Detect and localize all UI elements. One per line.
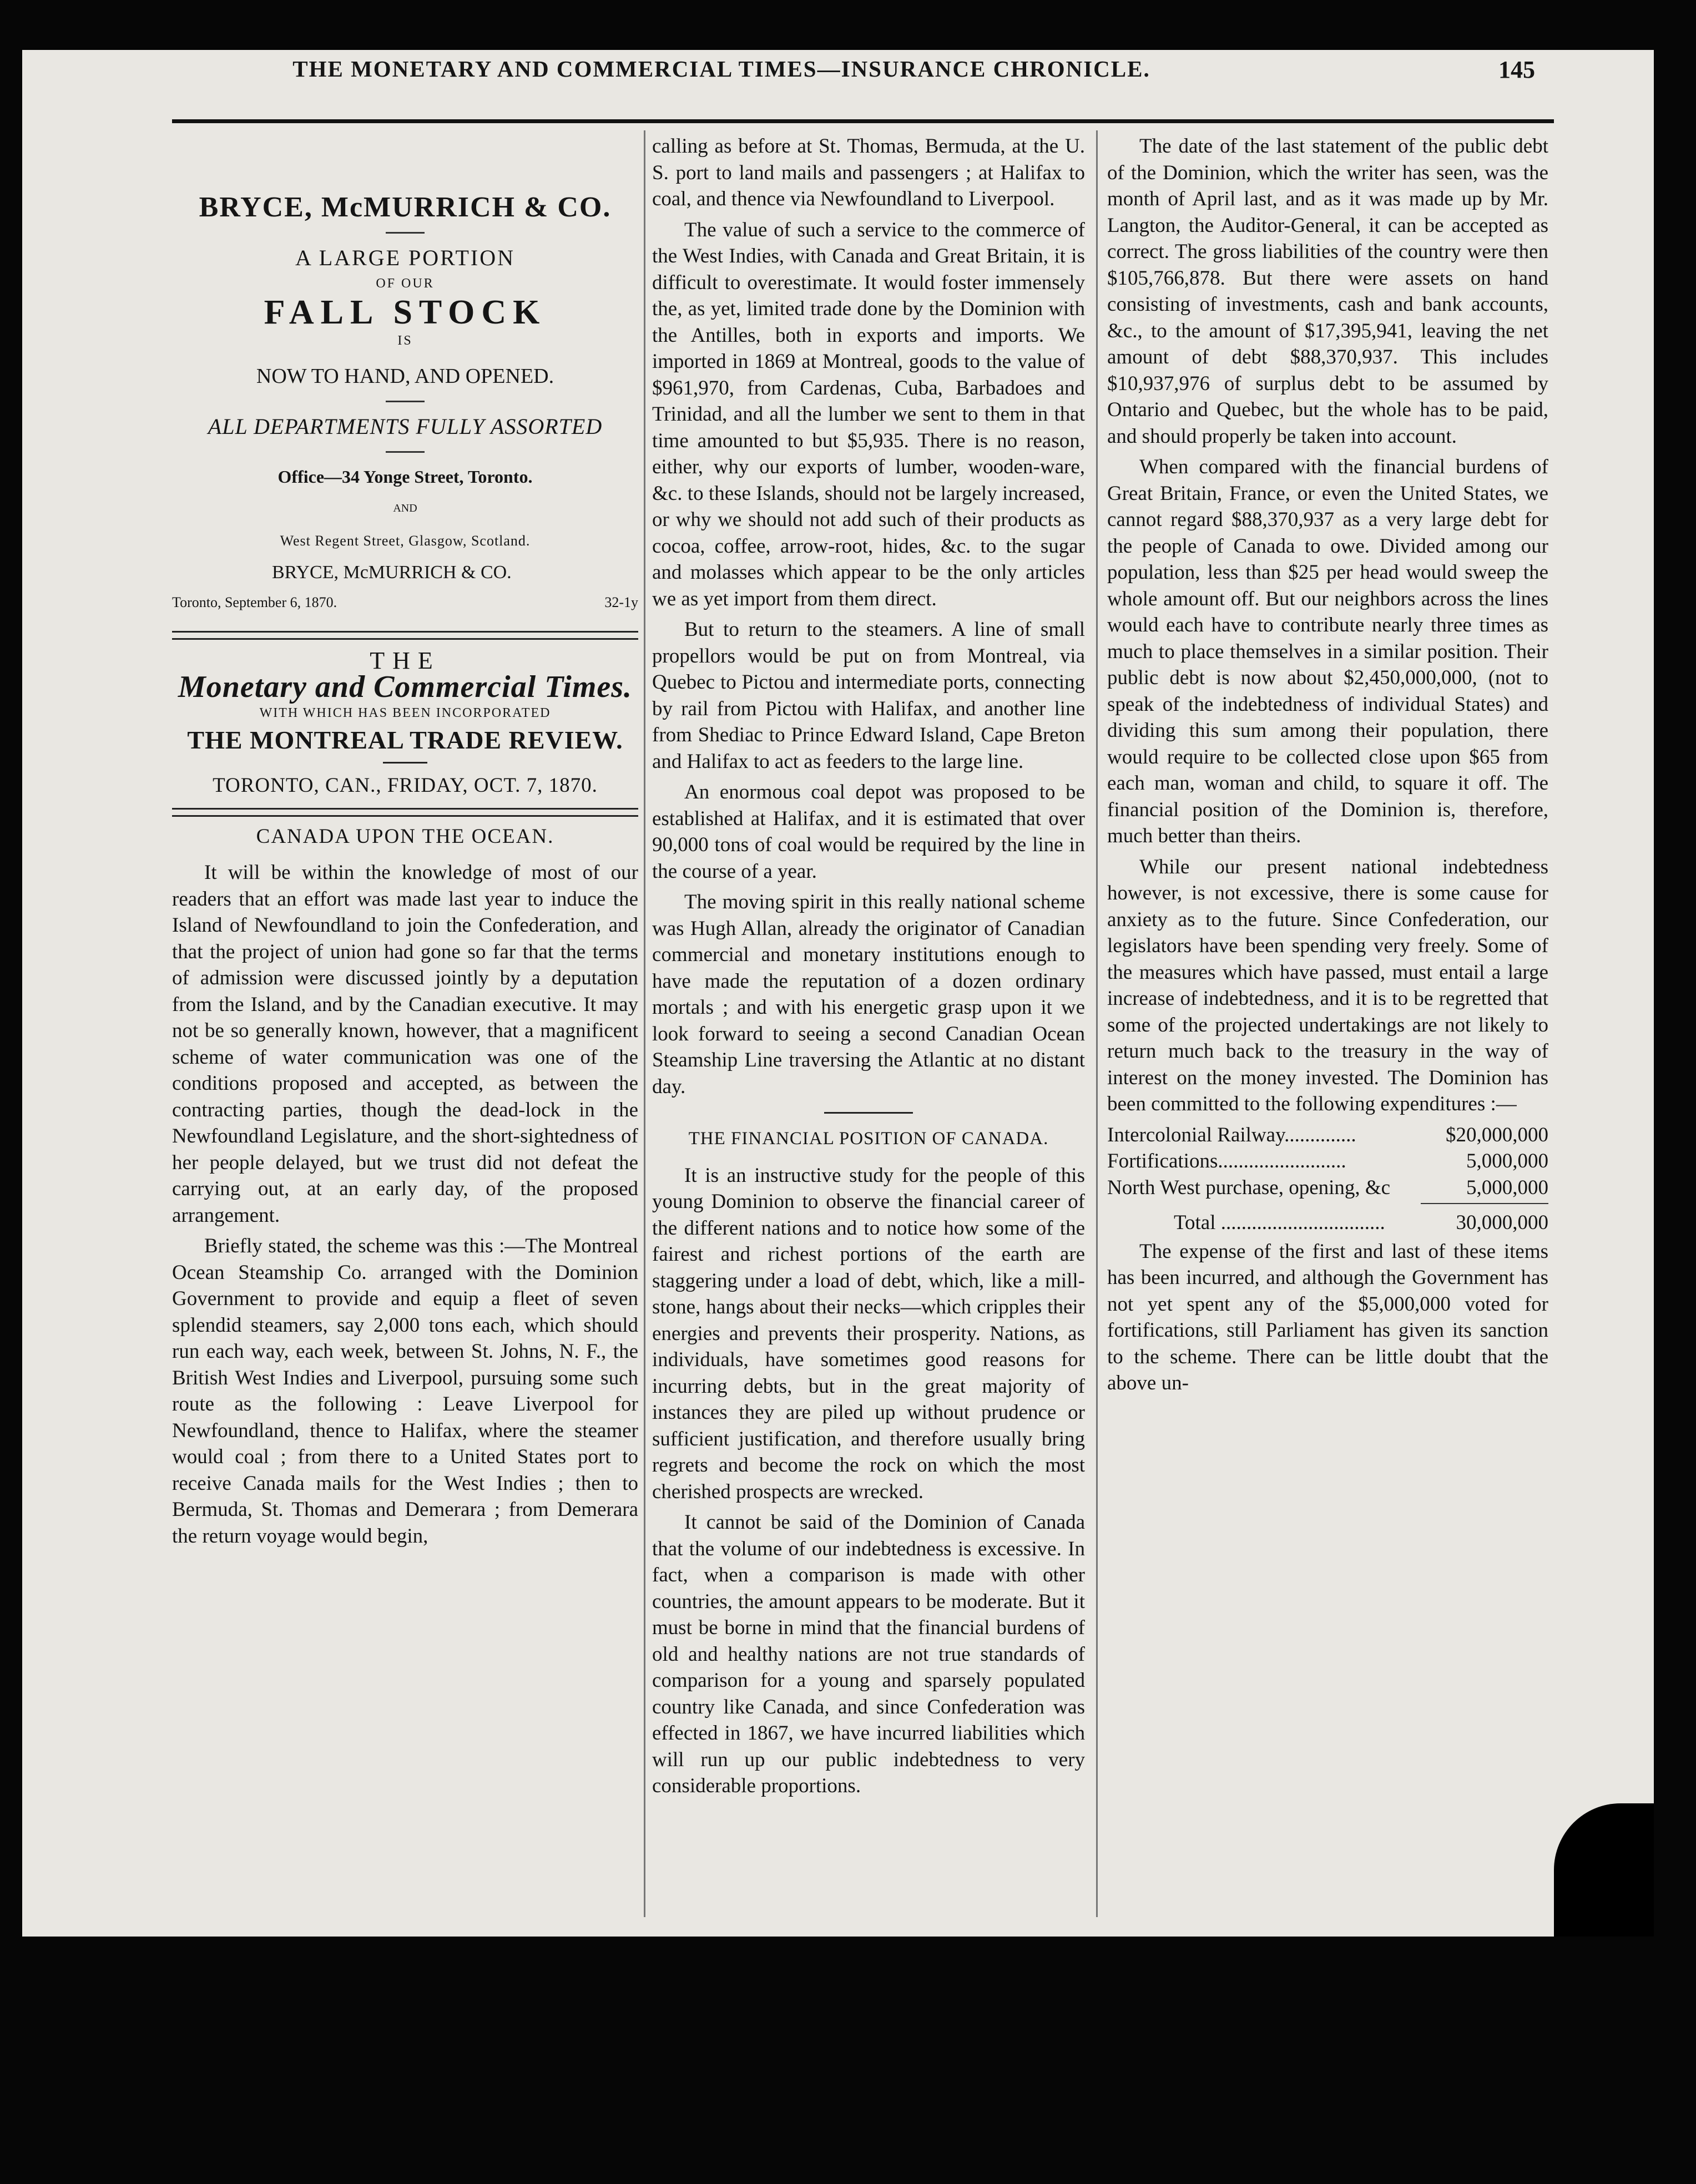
ad-line: AND xyxy=(393,502,417,514)
ad-line: IS xyxy=(397,333,413,348)
ad-signature: BRYCE, McMURRICH & CO. xyxy=(272,562,512,583)
masthead-the: THE xyxy=(370,647,441,674)
ad-divider xyxy=(386,451,425,453)
article-paragraph: It is an instructive study for the people of this young Dominion to observe the financial career of the different nations and to notice how some of the fairest and richest portions of the earth are staggering under a load of debt, which, like a mill-stone, hangs about their necks—which cripples their energies and prevents their prosperity. Nations, as individuals, have sometimes good reasons for incurring debts, but in the great majority of instances they are piled up without prudence or sufficient justification, and therefore usually bring regrets and become the rock on which the most cherished prospects are wrecked. xyxy=(652,1164,1085,1503)
expenditure-amount: 5,000,000 xyxy=(1466,1150,1548,1172)
running-title: THE MONETARY AND COMMERCIAL TIMES—INSURANCE CHRONICLE. xyxy=(292,56,1150,82)
section-rule xyxy=(172,808,638,817)
total-rule xyxy=(1421,1203,1548,1204)
article-paragraph: The value of such a service to the commerce of the West Indies, with Canada and Great Britain, it is difficult to overestimate. It would foster immensely the, as yet, limited trade done by the Dominion with the Antilles, both in exports and imports. We imported in 1869 at Montreal, goods to the value of $961,970, from Cardenas, Cuba, Barbadoes and Trinidad, and all the lumber we sent to them in that time amounted to but $5,935. There is no reason, either, why our exports of lumber, wooden-ware, &c. to these Islands, should not be largely increased, or why we should not add such of their products as cocoa, coffee, arrow-root, hides, &c. to the sugar and molasses which appear to be the only articles we as yet import from them direct. xyxy=(652,218,1085,610)
expenditure-total-row xyxy=(1107,1210,1548,1236)
expenditure-row xyxy=(1107,1175,1548,1201)
page-number: 145 xyxy=(1498,56,1535,83)
article-paragraph: When compared with the financial burdens of Great Britain, France, or even the United States, we cannot regard $88,370,937 as a very large debt for the people of Canada to owe. Divided among our population, less than $25 per head would sweep the whole amount off. But our neighbors across the lines would each have to contribute nearly three times as much to place themselves in a similar position. Their public debt is now about $2,450,000,000, (not to speak of the indebtedness of individual States) and dividing this sum among their population, there would require to be collected close upon $65 from each man, woman and child, to square it off. The financial position of the Dominion is, therefore, much better than theirs. xyxy=(1107,456,1548,847)
expenditure-total-label: Total ................................ xyxy=(1174,1211,1385,1234)
column-2 xyxy=(652,133,1085,1804)
expenditure-total-amount: 30,000,000 xyxy=(1456,1211,1548,1234)
article-paragraph: But to return to the steamers. A line of small propellors would be put on from Montreal, via Quebec to Pictou and intermediate ports, connecting by rail from Pictou with Halifax, and another line from Shediac to Prince Edward Island, Cape Breton and Halifax to act as feeders to the large line. xyxy=(652,618,1085,773)
masthead-review: THE MONTREAL TRADE REVIEW. xyxy=(187,725,623,754)
article-paragraph: The date of the last statement of the public debt of the Dominion, which the writer has seen, was the month of April last, and as it was made up by Mr. Langton, the Auditor-General, it can be accepted as correct. The gross liabilities of the country were then $105,766,878. But there were assets on hand consisting of investments, cash and bank accounts, &c., to the amount of $17,395,941, leaving the net amount of debt $88,370,937. This includes $10,937,976 of surplus debt to be assumed by Ontario and Quebec, but the whole has to be paid, and should properly be taken into account. xyxy=(1107,135,1548,448)
issue-date: TORONTO, CAN., FRIDAY, OCT. 7, 1870. xyxy=(213,774,598,797)
expenditure-row xyxy=(1107,1122,1548,1149)
article-paragraph: Briefly stated, the scheme was this :—The Montreal Ocean Steamship Co. arranged with the Dominion Government to provide and equip a fleet of seven splendid steamers, say 2,000 tons each, which should run each way, each week, between St. Johns, N. F., the British West Indies and Liverpool, pursuing some such route as the following : Leave Liverpool for Newfoundland, thence to Halifax, where the steamer would coal ; from there to a United States port to receive Canada mails for the West Indies ; then to Bermuda, St. Thomas and Demerara ; from Demerara the return voyage would begin, xyxy=(172,1235,638,1548)
page-fold-shadow xyxy=(1554,1803,1654,1937)
article-paragraph: An enormous coal depot was proposed to be established at Halifax, and it is estimated that over 90,000 tons of coal would be required by the line in the course of a year. xyxy=(652,781,1085,883)
masthead-incorporated: WITH WHICH HAS BEEN INCORPORATED xyxy=(259,706,551,720)
ad-firm-name: BRYCE, McMURRICH & CO. xyxy=(199,191,612,223)
expenditure-item: Fortifications......................... xyxy=(1107,1150,1346,1172)
column-1 xyxy=(172,133,638,1554)
article-divider xyxy=(824,1112,913,1114)
article-paragraph: The moving spirit in this really national scheme was Hugh Allan, already the originator of Canadian commercial and monetary institutions enough to have made the reputation of a dozen ordinary mortals ; and with his energetic grasp upon it we look forward to seeing a second Canadian Ocean Steamship Line traversing the Atlantic at no distant day. xyxy=(652,891,1085,1098)
expenditure-item: North West purchase, opening, &c xyxy=(1107,1176,1391,1199)
article-paragraph: It will be within the knowledge of most of our readers that an effort was made last year to induce the Island of Newfoundland to join the Confederation, and that the project of union had gone so far that the terms of admission were discussed jointly by a deputation from the Island, and by the Canadian executive. It may not be so generally known, however, that a magnificent scheme of water communication was one of the conditions proposed and accepted, as between the contracting parties, though the dead-lock in the Newfoundland Legislature, and the short-sightedness of her people delayed, but we trust did not defeat the carrying out, at an early day, of the proposed arrangement. xyxy=(172,861,638,1227)
expenditure-amount: $20,000,000 xyxy=(1446,1123,1548,1146)
expenditure-row xyxy=(1107,1148,1548,1175)
ad-line: A LARGE PORTION xyxy=(295,245,515,270)
section-rule xyxy=(172,631,638,640)
column-separator xyxy=(644,130,645,1917)
ad-line: NOW TO HAND, AND OPENED. xyxy=(256,364,554,388)
column-separator xyxy=(1096,130,1098,1917)
article-paragraph: It cannot be said of the Dominion of Canada that the volume of our indebtedness is excessive. In fact, when a comparison is made with other countries, the amount appears to be moderate. But it must be borne in mind that the financial burdens of old and healthy nations are not true standards of comparison for a young and sparsely populated country like Canada, and since Confederation was effected in 1867, we have incurred liabilities which will run up our public indebtedness to very considerable proportions. xyxy=(652,1511,1085,1797)
article-paragraph: While our present national indebtedness however, is not excessive, there is some cause for anxiety as to the future. Since Confederation, our legislators have been spending very freely. Some of the measures which have passed, must entail a large increase of indebtedness, and it is to be regretted that some of the projected undertakings are not likely to return much back to the treasury in the way of interest on the money invested. The Dominion has been committed to the following expenditures :— xyxy=(1107,855,1548,1115)
ad-divider xyxy=(386,401,425,402)
expenditure-item: Intercolonial Railway.............. xyxy=(1107,1123,1356,1146)
masthead-title: Monetary and Commercial Times. xyxy=(178,669,633,704)
advertisement xyxy=(172,191,638,615)
ad-dateline: Toronto, September 6, 1870. xyxy=(172,594,337,610)
article-heading: CANADA UPON THE OCEAN. xyxy=(256,825,554,848)
expenditure-amount: 5,000,000 xyxy=(1466,1176,1548,1199)
ad-west-address: West Regent Street, Glasgow, Scotland. xyxy=(280,532,531,549)
ad-code: 32-1y xyxy=(604,594,638,610)
ad-dateline-row xyxy=(172,589,638,616)
article-paragraph: calling as before at St. Thomas, Bermuda, at the U. S. port to land mails and passengers ; at Halifax to coal, and thence via Newfoundland to Liverpool. xyxy=(652,135,1085,210)
ad-divider xyxy=(386,232,425,234)
header-rule xyxy=(172,119,1554,123)
ad-line: ALL DEPARTMENTS FULLY ASSORTED xyxy=(208,414,603,439)
expenditure-table xyxy=(1107,1122,1548,1236)
ad-line: OF OUR xyxy=(376,276,435,291)
article-paragraph: The expense of the first and last of these items has been incurred, and although the Government has not yet spent any of the $5,000,000 voted for fortifications, still Parliament has given its sanction to the scheme. There can be little doubt that the above un- xyxy=(1107,1240,1548,1394)
column-3 xyxy=(1107,133,1548,1401)
masthead xyxy=(172,648,638,799)
masthead-divider xyxy=(383,762,427,764)
ad-office-address: Office—34 Yonge Street, Toronto. xyxy=(277,466,533,487)
ad-headline: FALL STOCK xyxy=(264,293,547,331)
article-heading: THE FINANCIAL POSITION OF CANADA. xyxy=(688,1129,1049,1149)
